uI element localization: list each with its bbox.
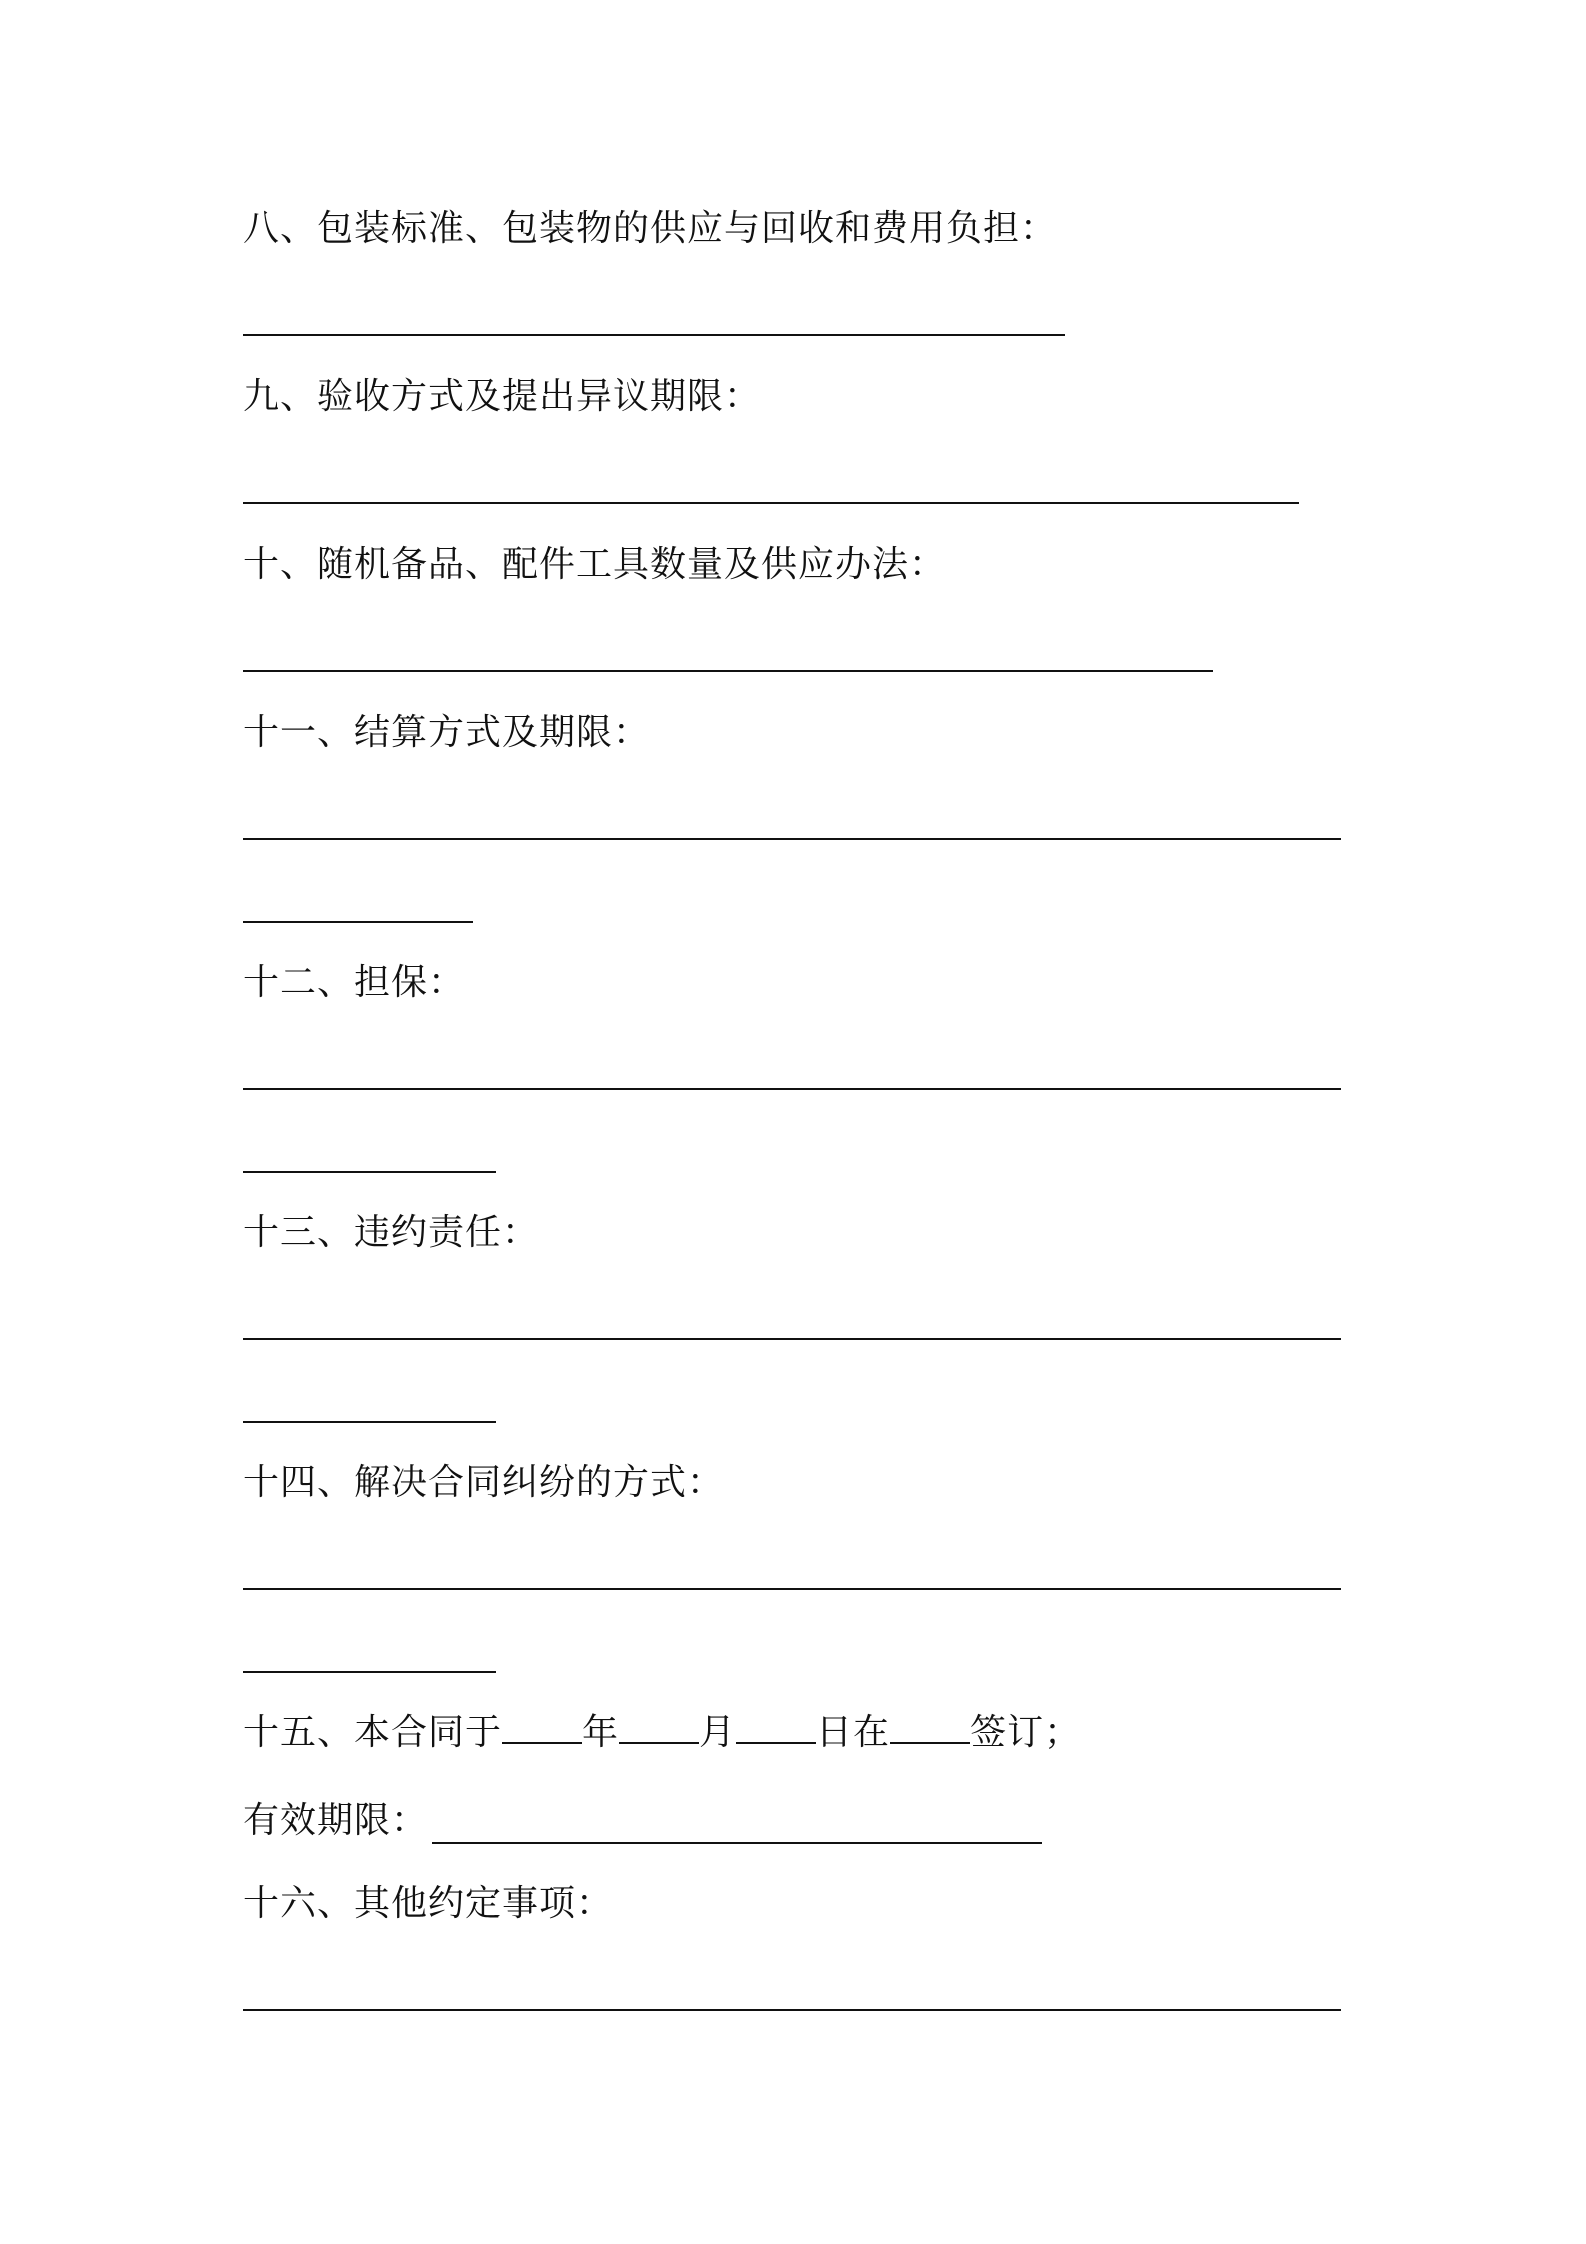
section-11-heading: 十一、结算方式及期限：: [243, 712, 651, 753]
section-13-blank-line-2[interactable]: [243, 1421, 496, 1423]
month-label: 月: [699, 1712, 737, 1753]
year-label: 年: [582, 1712, 620, 1753]
section-8-blank-line[interactable]: [243, 334, 1065, 336]
section-15-prefix: 十五、本合同于: [243, 1712, 503, 1753]
section-12-blank-line-2[interactable]: [243, 1171, 496, 1173]
section-11-blank-line[interactable]: [243, 838, 1341, 840]
month-blank[interactable]: [619, 1712, 699, 1744]
day-label: 日在: [816, 1712, 891, 1753]
section-9-heading: 九、验收方式及提出异议期限：: [243, 376, 762, 417]
section-8-heading: 八、包装标准、包装物的供应与回收和费用负担：: [243, 208, 1058, 249]
section-13-blank-line[interactable]: [243, 1338, 1341, 1340]
section-15-line: [243, 1709, 1081, 1757]
section-11-blank-line-2[interactable]: [243, 921, 473, 923]
section-16-heading: 十六、其他约定事项：: [243, 1883, 614, 1924]
place-blank[interactable]: [890, 1712, 970, 1744]
section-16-blank-line[interactable]: [243, 2009, 1341, 2011]
section-12-heading: 十二、担保：: [243, 962, 466, 1003]
day-blank[interactable]: [736, 1712, 816, 1744]
signed-label: 签订；: [970, 1712, 1082, 1753]
section-14-blank-line[interactable]: [243, 1588, 1341, 1590]
year-blank[interactable]: [502, 1712, 582, 1744]
validity-line: [243, 1797, 428, 1845]
validity-blank-line[interactable]: [432, 1842, 1042, 1844]
validity-label: 有效期限：: [243, 1800, 429, 1841]
section-10-heading: 十、随机备品、配件工具数量及供应办法：: [243, 544, 947, 585]
section-9-blank-line[interactable]: [243, 502, 1299, 504]
section-14-blank-line-2[interactable]: [243, 1671, 496, 1673]
section-10-blank-line[interactable]: [243, 670, 1213, 672]
section-13-heading: 十三、违约责任：: [243, 1212, 540, 1253]
section-12-blank-line[interactable]: [243, 1088, 1341, 1090]
section-14-heading: 十四、解决合同纠纷的方式：: [243, 1462, 725, 1503]
